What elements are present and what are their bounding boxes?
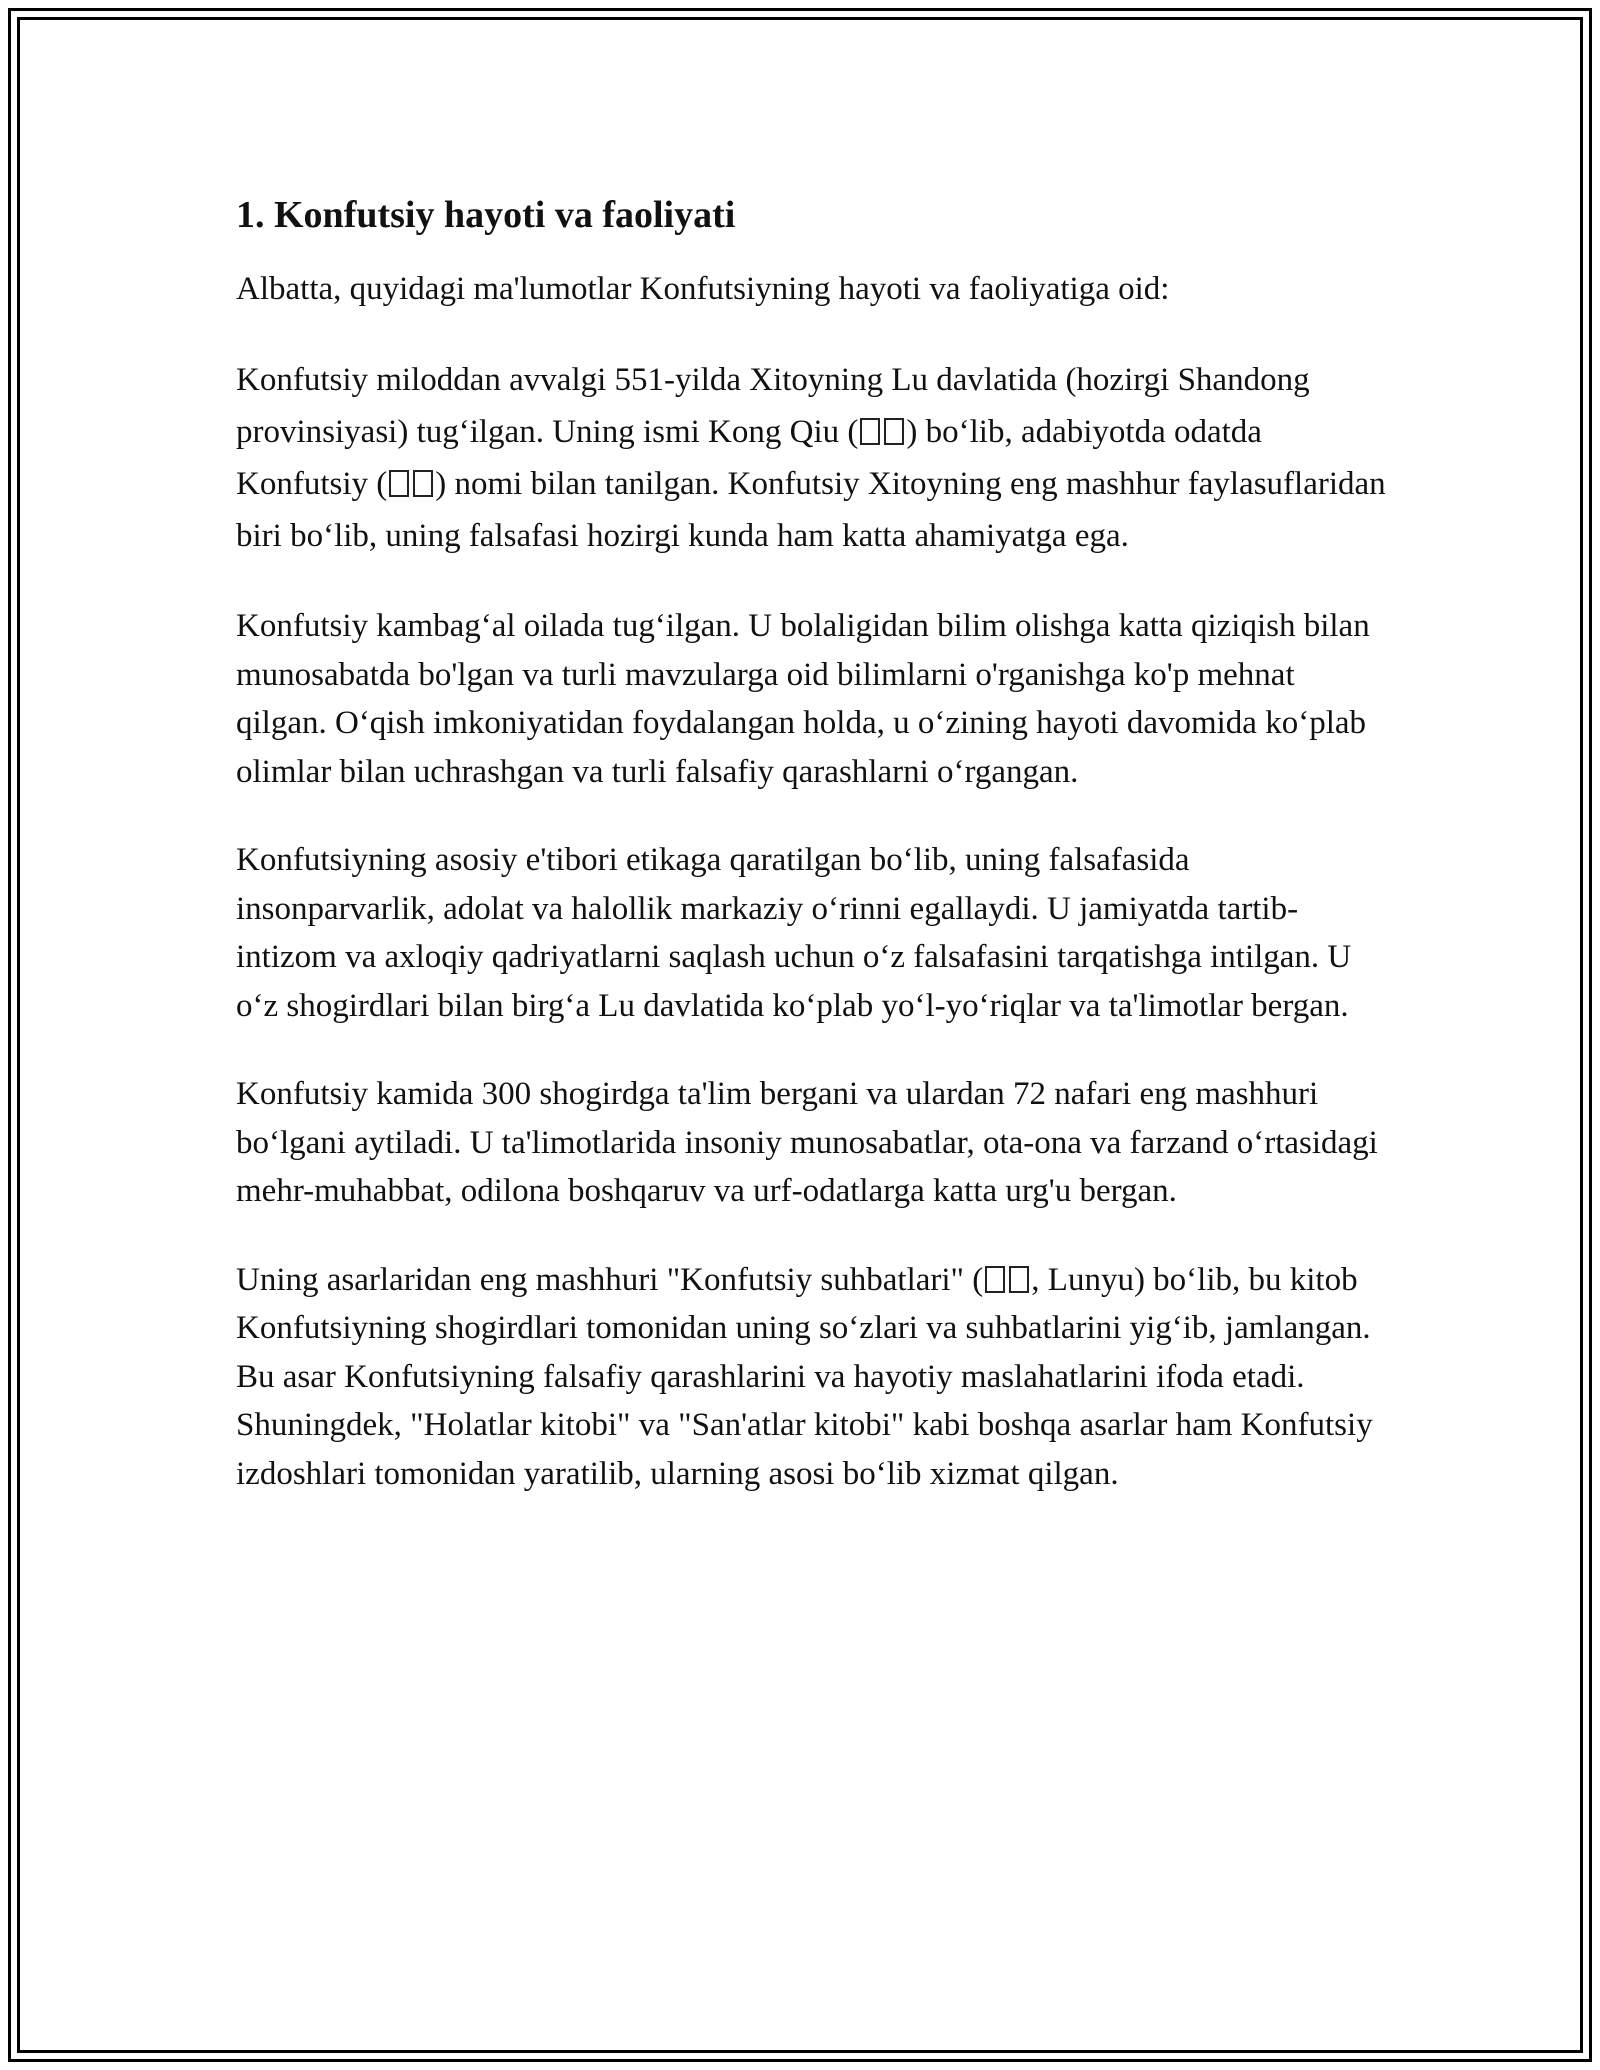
missing-glyph-icon xyxy=(985,1266,1005,1293)
document-body xyxy=(236,188,1386,1538)
missing-glyph-icon xyxy=(860,418,880,445)
paragraph-works-text-1: Uning asarlaridan eng mashhuri "Konfutsiy suhbatlari" ( xyxy=(236,1261,984,1298)
intro-paragraph: Albatta, quyidagi ma'lumotlar Konfutsiyning hayoti va faoliyatiga oid: xyxy=(236,271,1170,307)
paragraph-works xyxy=(236,1256,1386,1499)
paragraph-works-text-2: , Lunyu) bo‘lib, bu kitob Konfutsiyning shogirdlari tomonidan uning so‘zlari va suhbatlarini yig‘ib, jamlangan. Bu asar Konfutsiyning falsafiy qarashlarini va hayotiy maslahatlarini ifoda etadi. Shuningdek, "Holatlar kitobi" va "San'atlar kitobi" kabi boshqa asarlar ham Konfutsiy izdoshlari tomonidan yaratilib, ularning asosi bo‘lib xizmat qilgan. xyxy=(236,1261,1373,1492)
paragraph-childhood: Konfutsiy kambag‘al oilada tug‘ilgan. U bolaligidan bilim olishga katta qiziqish bilan munosabatda bo'lgan va turli mavzularga oid bilimlarni o'rganishga ko'p mehnat qilgan. O‘qish imkoniyatidan foydalangan holda, u o‘zining hayoti davomida ko‘plab olimlar bilan uchrashgan va turli falsafiy qarashlarni o‘rgangan. xyxy=(236,608,1370,790)
paragraph-birth xyxy=(236,354,1386,562)
missing-glyph-icon xyxy=(1009,1266,1029,1293)
paragraph-students: Konfutsiy kamida 300 shogirdga ta'lim bergani va ulardan 72 nafari eng mashhuri bo‘lgani aytiladi. U ta'limotlarida insoniy munosabatlar, ota-ona va farzand o‘rtasidagi mehr-muhabbat, odilona boshqaruv va urf-odatlarga katta urg'u bergan. xyxy=(236,1076,1378,1209)
paragraph-birth-text-3: ) nomi bilan tanilgan. Konfutsiy Xitoyning eng mashhur faylasuflaridan biri bo‘lib, uning falsafasi hozirgi kunda ham katta ahamiyatga ega. xyxy=(236,466,1386,554)
paragraph-birth-text-1: Konfutsiy miloddan avvalgi 551-yilda Xitoyning Lu davlatida (hozirgi Shandong provinsiyasi) tug‘ilgan. Uning ismi Kong Qiu ( xyxy=(236,362,1310,450)
missing-glyph-icon xyxy=(413,470,433,497)
section-heading: 1. Konfutsiy hayoti va faoliyati xyxy=(236,194,736,236)
paragraph-birth-text-2: ) bo‘lib, adabiyotda odatda Konfutsiy ( xyxy=(236,414,1262,502)
missing-glyph-icon xyxy=(884,418,904,445)
missing-glyph-icon xyxy=(389,470,409,497)
paragraph-ethics: Konfutsiyning asosiy e'tibori etikaga qaratilgan bo‘lib, uning falsafasida insonparvarlik, adolat va halollik markaziy o‘rinni egallaydi. U jamiyatda tartib-intizom va axloqiy qadriyatlarni saqlash uchun o‘z falsafasini tarqatishga intilgan. U o‘z shogirdlari bilan birg‘a Lu davlatida ko‘plab yo‘l-yo‘riqlar va ta'limotlar bergan. xyxy=(236,842,1352,1024)
